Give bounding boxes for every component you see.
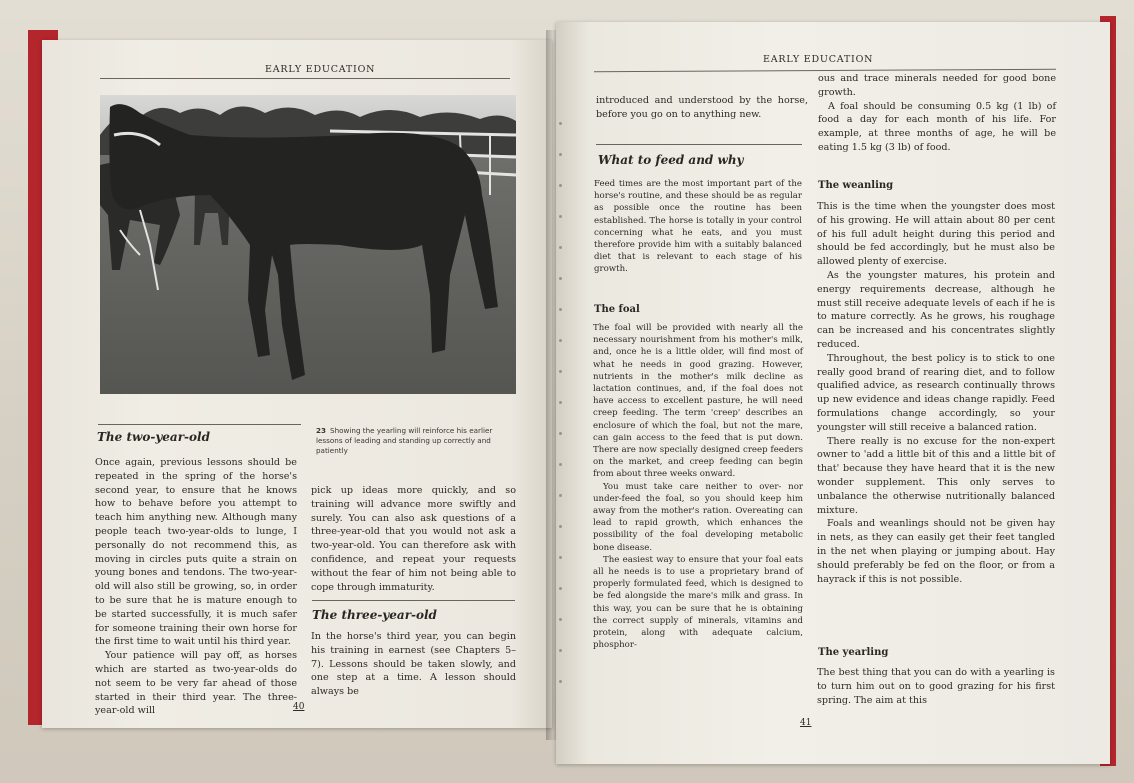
section-rule-feed (596, 144, 802, 145)
right-page (556, 22, 1110, 764)
paragraph: Feed times are the most important part of the horse's routine, and these should be as regular as possible once the routine has been established. The horse is totally in your control concerning what he eats, and you must therefore provide him with a suitably balanced diet that is relevant to each stage of his growth. (594, 179, 802, 275)
section-rule-two-year-old (98, 424, 301, 425)
paragraph: You must take care neither to over- nor under-feed the foal, so you should keep him away from the mother's ration. Overeating can lead to rapid growth, which enhances the possibility of the foal developing metabolic bone disease. (593, 481, 803, 553)
subheading-the-yearling: The yearling (818, 647, 889, 658)
foal-text (593, 322, 803, 651)
paragraph: Your patience will pay off, as horses which are started as two-year-olds do not seem to be very far ahead of those started in their third year. The three-year-old will (95, 650, 297, 717)
paragraph: pick up ideas more quickly, and so training will advance more swiftly and surely. You can also ask questions of a three-year-old that you would not ask a two-year-old. You can therefore ask with confidence, and repeat your requests without the fear of him not being able to cope through immaturity. (311, 485, 516, 593)
left-column-1 (95, 456, 297, 718)
paragraph: There really is no excuse for the non-expert owner to 'add a little bit of this and a little bit of that' because they have heard that it is the new wonder supplement. This only serves to unbalance the otherwise nutritionally balanced mixture. (817, 435, 1055, 516)
paragraph: Once again, previous lessons should be repeated in the spring of the horse's second year, to ensure that he knows how to behave before you attempt to teach him anything new. Although many people teach two-year-olds to lunge, I personally do not recommend this, as moving in circles puts quite a strain on young bones and tendons. The two-year-old will also still be growing, so, in order to be sure that he is mature enough to be started successfully, it is much safer for someone training their own horse for the first time to wait until his third year. (95, 457, 297, 648)
section-title-what-to-feed: What to feed and why (598, 153, 744, 167)
yearling-text (817, 666, 1055, 707)
paragraph: In the horse's third year, you can begin his training in earnest (see Chapters 5–7). Lessons should be taken slowly, and one step at a time. A lesson should always be (311, 631, 516, 698)
right-page-header: EARLY EDUCATION (763, 54, 874, 65)
caption-number: 23 (316, 426, 327, 435)
right-column-2-top (818, 72, 1056, 155)
paragraph: This is the time when the youngster does most of his growing. He will attain about 80 per cent of his full adult height during this period and should be fed accordingly, but he must also be allowed plenty of exercise. (817, 201, 1055, 268)
left-column-2 (311, 484, 516, 594)
subheading-the-foal: The foal (594, 304, 640, 315)
paragraph: The best thing that you can do with a yearling is to turn him out on to good grazing for his first spring. The aim at this (817, 667, 1055, 706)
right-column-1 (594, 178, 802, 276)
left-page-header: EARLY EDUCATION (265, 64, 376, 75)
horse-photo (100, 95, 516, 394)
section-title-two-year-old: The two-year-old (97, 430, 210, 444)
photo-caption (316, 426, 512, 456)
left-column-2-bottom (311, 630, 516, 699)
paragraph: Throughout, the best policy is to stick to one really good brand of rearing diet, and to follow qualified advice, as research continually throws up new evidence and ideas change rapidly. Feed formulations change accordingly, so your youngster will still receive a balanced ration. (817, 352, 1055, 433)
binding-holes (559, 122, 563, 711)
paragraph: ous and trace minerals needed for good bone growth. (818, 73, 1056, 98)
page-number-left: 40 (293, 702, 305, 712)
right-intro (596, 94, 808, 122)
paragraph: The foal will be provided with nearly all the necessary nourishment from his mother's milk, and, once he is a little older, will find most of what he needs in good grazing. However, nutrients in the mother's milk decline as lactation continues, and, if the foal does not have access to excellent pasture, he will need creep feeding. The term 'creep' describes an enclosure of which the foal, but not the mare, can gain access to the feed that is put down. There are now specially designed creep feeders on the market, and creep feeding can begin from about three weeks onward. (593, 323, 803, 480)
section-title-three-year-old: The three-year-old (312, 608, 437, 622)
paragraph: As the youngster matures, his protein and energy requirements decrease, although he must still receive adequate levels of each if he is to mature correctly. As he grows, his roughage can be increased and his concentrates slightly reduced. (817, 269, 1055, 350)
paragraph: A foal should be consuming 0.5 kg (1 lb) of food a day for each month of his life. For example, at three months of age, he will be eating 1.5 kg (3 lb) of food. (818, 100, 1056, 153)
paragraph: The easiest way to ensure that your foal eats all he needs is to use a proprietary brand of properly formulated feed, which is designed to be fed alongside the mare's milk and grass. In this way, you can be sure that he is obtaining the correct supply of minerals, vitamins and protein, along with adequate calcium, phosphor- (593, 554, 803, 651)
weanling-text (817, 200, 1055, 586)
section-rule-three-year-old (312, 600, 515, 601)
left-header-rule (100, 78, 510, 79)
caption-text: Showing the yearling will reinforce his earlier lessons of leading and standing up correctly and patiently (316, 426, 493, 455)
paragraph: Foals and weanlings should not be given hay in nets, as they can easily get their feet tangled in the net when playing or jumping about. Hay should preferably be fed on the floor, or from a hayrack if this is not possible. (817, 518, 1055, 585)
paragraph: introduced and understood by the horse, before you go on to anything new. (596, 95, 808, 120)
page-number-right: 41 (800, 718, 812, 728)
left-page (42, 40, 552, 728)
subheading-the-weanling: The weanling (818, 180, 894, 191)
